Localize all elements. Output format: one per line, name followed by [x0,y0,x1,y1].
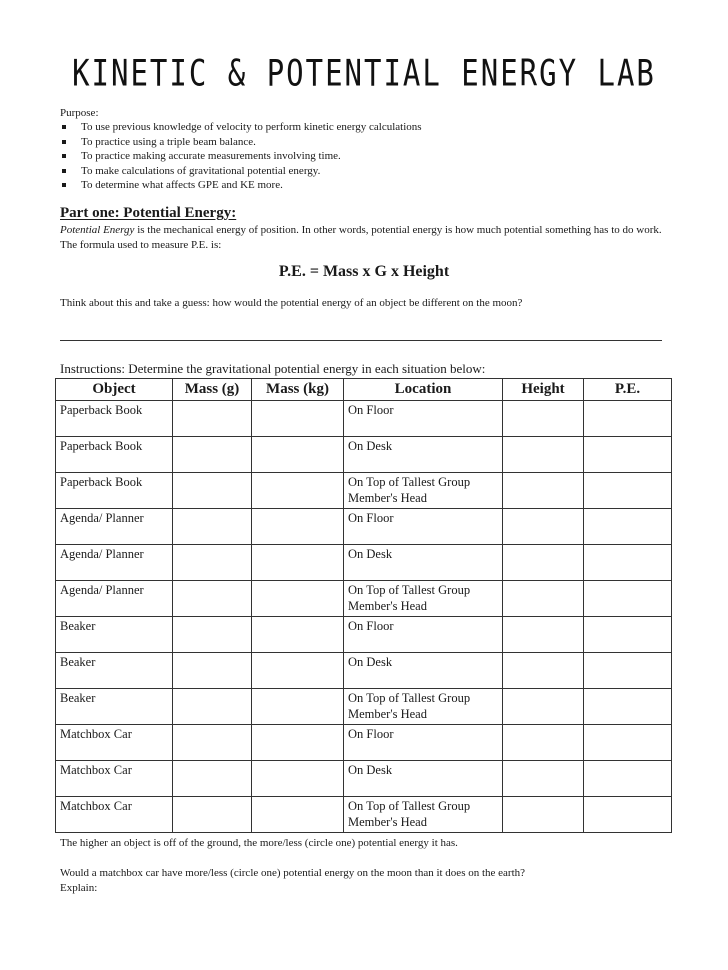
height-cell[interactable] [503,725,584,761]
mass-g-cell[interactable] [173,509,252,545]
purpose-item: To practice making accurate measurements involving time. [60,149,422,164]
height-cell[interactable] [503,437,584,473]
header-location: Location [344,379,503,401]
location-cell: On Floor [344,401,503,437]
object-cell: Paperback Book [56,401,173,437]
pe-cell[interactable] [584,617,672,653]
height-statement: The higher an object is off of the ground, the more/less (circle one) potential energy it has. [60,837,458,849]
mass-kg-cell[interactable] [252,437,344,473]
object-cell: Paperback Book [56,473,173,509]
pe-cell[interactable] [584,797,672,833]
height-cell[interactable] [503,617,584,653]
instructions: Instructions: Determine the gravitational potential energy in each situation below: [60,361,486,376]
height-cell[interactable] [503,761,584,797]
mass-g-cell[interactable] [173,653,252,689]
definition-term: Potential Energy [60,224,135,236]
mass-g-cell[interactable] [173,437,252,473]
table-row [56,401,672,437]
location-cell: On Desk [344,653,503,689]
object-cell: Agenda/ Planner [56,545,173,581]
object-cell: Matchbox Car [56,725,173,761]
pe-cell[interactable] [584,545,672,581]
table-row [56,545,672,581]
table-row [56,761,672,797]
mass-kg-cell[interactable] [252,473,344,509]
table-row [56,689,672,725]
height-cell[interactable] [503,509,584,545]
moon-question: Think about this and take a guess: how would the potential energy of an object be different on the moon? [60,297,523,309]
purpose-item: To practice using a triple beam balance. [60,135,422,150]
table-row [56,797,672,833]
location-cell: On Desk [344,545,503,581]
pe-cell[interactable] [584,761,672,797]
location-cell: On Top of Tallest Group Member's Head [344,689,503,725]
pe-cell[interactable] [584,473,672,509]
mass-g-cell[interactable] [173,689,252,725]
mass-kg-cell[interactable] [252,509,344,545]
height-cell[interactable] [503,401,584,437]
height-cell[interactable] [503,473,584,509]
location-cell: On Top of Tallest Group Member's Head [344,473,503,509]
table-row [56,473,672,509]
mass-kg-cell[interactable] [252,797,344,833]
height-cell[interactable] [503,653,584,689]
height-cell[interactable] [503,689,584,725]
mass-kg-cell[interactable] [252,581,344,617]
mass-g-cell[interactable] [173,473,252,509]
object-cell: Paperback Book [56,437,173,473]
mass-kg-cell[interactable] [252,653,344,689]
table-row [56,617,672,653]
height-cell[interactable] [503,545,584,581]
header-pe: P.E. [584,379,672,401]
location-cell: On Desk [344,437,503,473]
table-header-row [56,379,672,401]
table-body [56,401,672,833]
table-row [56,437,672,473]
mass-kg-cell[interactable] [252,725,344,761]
part-one-heading: Part one: Potential Energy: [60,205,237,221]
mass-kg-cell[interactable] [252,545,344,581]
pe-cell[interactable] [584,509,672,545]
potential-energy-table [55,378,672,833]
purpose-item: To make calculations of gravitational potential energy. [60,164,422,179]
mass-g-cell[interactable] [173,545,252,581]
mass-kg-cell[interactable] [252,689,344,725]
header-mass-g: Mass (g) [173,379,252,401]
mass-kg-cell[interactable] [252,617,344,653]
mass-g-cell[interactable] [173,401,252,437]
header-mass-kg: Mass (kg) [252,379,344,401]
mass-g-cell[interactable] [173,617,252,653]
object-cell: Agenda/ Planner [56,509,173,545]
location-cell: On Floor [344,509,503,545]
object-cell: Beaker [56,689,173,725]
location-cell: On Floor [344,725,503,761]
location-cell: On Floor [344,617,503,653]
purpose-list [60,120,422,193]
pe-cell[interactable] [584,437,672,473]
moon-comparison-text: Would a matchbox car have more/less (circle one) potential energy on the moon than it does on the earth? [60,867,526,879]
location-cell: On Top of Tallest Group Member's Head [344,581,503,617]
table-row [56,509,672,545]
object-cell: Beaker [56,617,173,653]
mass-g-cell[interactable] [173,797,252,833]
pe-cell[interactable] [584,581,672,617]
mass-kg-cell[interactable] [252,761,344,797]
object-cell: Agenda/ Planner [56,581,173,617]
answer-line[interactable] [60,340,662,341]
explain-label: Explain: [60,881,98,894]
table-row [56,725,672,761]
mass-g-cell[interactable] [173,725,252,761]
table-row [56,581,672,617]
moon-comparison-question [60,866,680,895]
object-cell: Beaker [56,653,173,689]
definition-text: is the mechanical energy of position. In other words, potential energy is how much potential something has to do work. The formula used to measure P.E. is: [60,224,662,251]
object-cell: Matchbox Car [56,761,173,797]
location-cell: On Top of Tallest Group Member's Head [344,797,503,833]
pe-cell[interactable] [584,725,672,761]
pe-cell[interactable] [584,401,672,437]
header-height: Height [503,379,584,401]
purpose-item: To determine what affects GPE and KE more. [60,178,422,193]
page-title: KINETIC & POTENTIAL ENERGY LAB [72,51,656,95]
mass-kg-cell[interactable] [252,401,344,437]
purpose-item: To use previous knowledge of velocity to perform kinetic energy calculations [60,120,422,135]
purpose-label: Purpose: [60,107,99,119]
location-cell: On Desk [344,761,503,797]
pe-cell[interactable] [584,689,672,725]
object-cell: Matchbox Car [56,797,173,833]
mass-g-cell[interactable] [173,581,252,617]
mass-g-cell[interactable] [173,761,252,797]
height-cell[interactable] [503,581,584,617]
pe-formula: P.E. = Mass x G x Height [278,263,450,280]
pe-cell[interactable] [584,653,672,689]
header-object: Object [56,379,173,401]
potential-energy-definition [60,223,670,252]
table-row [56,653,672,689]
height-cell[interactable] [503,797,584,833]
